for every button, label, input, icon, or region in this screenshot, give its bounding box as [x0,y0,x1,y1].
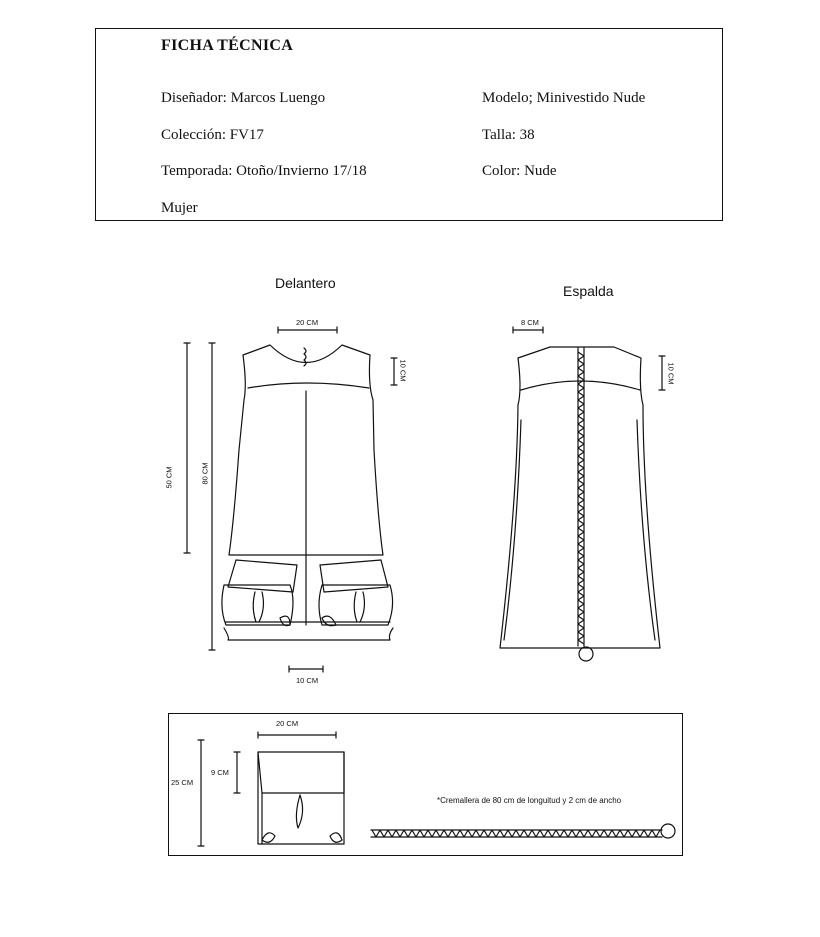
sheet-title: FICHA TÉCNICA [161,37,294,54]
detail-box [168,713,683,856]
front-yoke-dimension: 10 CM [398,359,408,382]
color-field: Color: Nude [482,163,557,179]
pocket-height-dimension: 25 CM [171,778,194,787]
front-hem-dimension: 10 CM [296,676,319,685]
season-field: Temporada: Otoño/Invierno 17/18 [161,163,367,179]
back-dress-drawing [500,327,665,661]
front-height-50-dimension: 50 CM [164,466,174,489]
flap-height-dimension: 9 CM [211,768,229,777]
model-field: Modelo; Minivestido Nude [482,90,646,106]
collection-field: Colección: FV17 [161,127,264,143]
front-neck-dimension: 20 CM [296,318,319,327]
gender-field: Mujer [161,200,198,216]
zipper-note: *Cremallera de 80 cm de longuitud y 2 cm de ancho [437,796,622,805]
front-dress-drawing [184,327,397,672]
back-yoke-dimension: 10 CM [666,362,676,385]
pocket-width-dimension: 20 CM [276,719,299,728]
designer-field: Diseñador: Marcos Luengo [161,90,326,106]
front-view-label: Delantero [275,275,336,291]
size-field: Talla: 38 [482,127,535,143]
front-height-80-dimension: 80 CM [200,462,210,485]
back-neck-dimension: 8 CM [521,318,539,327]
back-view-label: Espalda [563,283,614,299]
